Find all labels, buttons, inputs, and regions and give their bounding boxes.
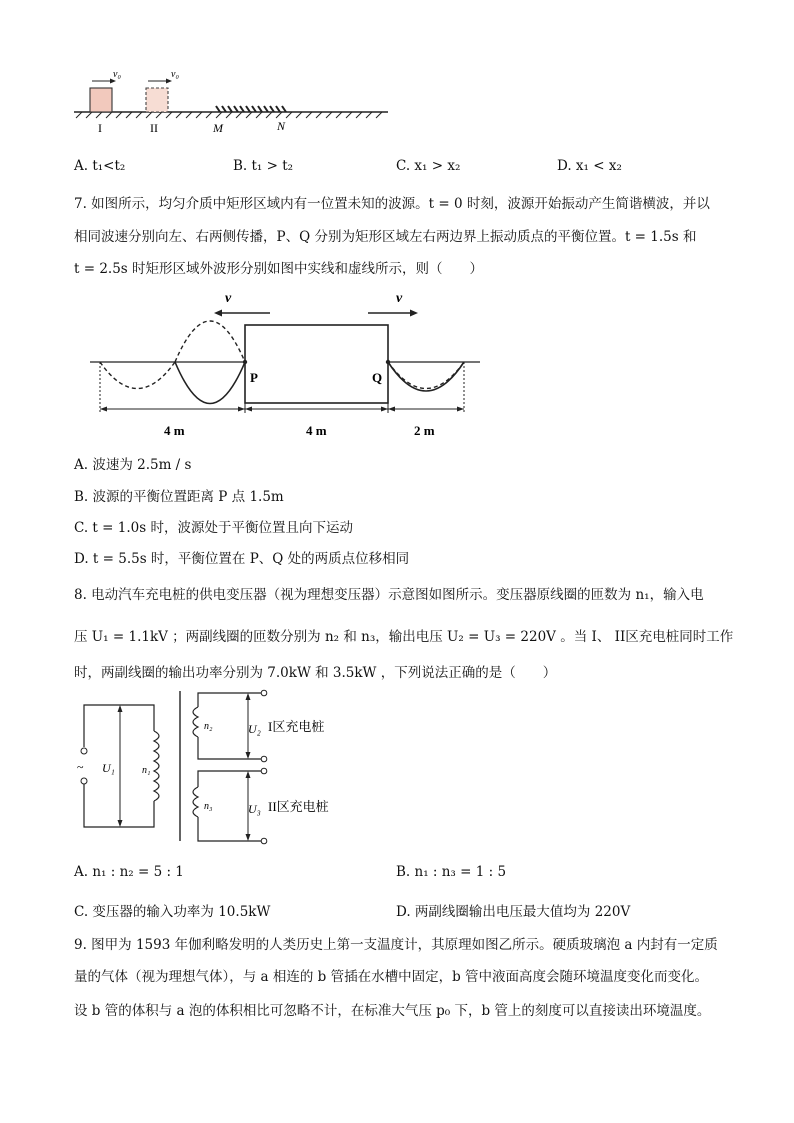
q8-option-a: A. n₁ : n₂ = 5 : 1 [74, 864, 184, 880]
source-rectangle [245, 325, 388, 403]
label-I: I [98, 121, 102, 135]
q6-option-b: B. t₁ > t₂ [233, 158, 294, 174]
label-N: N [277, 119, 286, 133]
n3-label: n₃ [204, 801, 213, 812]
q7-option-a: A. 波速为 2.5m / s [74, 457, 192, 473]
q6-option-a: A. t₁<t₂ [74, 158, 126, 174]
n1-label: n₁ [142, 765, 151, 776]
q7-stem-line3: t = 2.5s 时矩形区域外波形分别如图中实线和虚线所示，则（ ） [74, 261, 484, 277]
q7-option-d: D. t = 5.5s 时，平衡位置在 P、Q 处的两质点位移相同 [74, 551, 410, 567]
secondary-coil-2 [193, 787, 198, 817]
q8-stem-line1: 8. 电动汽车充电桩的供电变压器（视为理想变压器）示意图如图所示。变压器原线圈的匝数为 n₁，输入电 [74, 587, 704, 603]
ac-symbol: ~ [77, 760, 84, 774]
q6-figure [60, 60, 400, 140]
secondary-coil-1 [193, 707, 198, 737]
label-II: II [150, 121, 158, 135]
primary-coil [154, 731, 159, 801]
q9-stem-line3: 设 b 管的体积与 a 泡的体积相比可忽略不计，在标准大气压 p₀ 下，b 管上的刻度可以直接读出环境温度。 [74, 1003, 711, 1019]
q7-stem-line1: 7. 如图所示，均匀介质中矩形区域内有一位置未知的波源。t = 0 时刻，波源开始振动产生简谐横波，并以 [74, 196, 710, 212]
U3-label: U₃ [248, 802, 261, 816]
v0-label-I: v₀ [113, 69, 121, 80]
block-I [90, 88, 112, 112]
q8-transformer-figure [72, 685, 372, 845]
U1-label: U₁ [102, 761, 115, 775]
ground-hatch [76, 112, 382, 118]
rough-segment [216, 106, 286, 112]
left-dashed-trough [100, 362, 175, 389]
q7-stem-line2: 相同波速分别向左、右两侧传播，P、Q 分别为矩形区域左右两边界上振动质点的平衡位置。t = 1.5s 和 [74, 229, 697, 245]
q8-option-c: C. 变压器的输入功率为 10.5kW [74, 904, 271, 920]
q7-option-b: B. 波源的平衡位置距离 P 点 1.5m [74, 489, 284, 505]
label-P: P [250, 370, 258, 385]
U2-label: U₂ [248, 722, 261, 736]
terminal-top [81, 748, 87, 754]
q7-option-c: C. t = 1.0s 时，波源处于平衡位置且向下运动 [74, 520, 353, 536]
v-right-label: v [396, 291, 403, 306]
q8-option-d: D. 两副线圈输出电压最大值均为 220V [396, 904, 631, 920]
q8-stem-line3: 时，两副线圈的输出功率分别为 7.0kW 和 3.5kW ，下列说法正确的是（ ） [74, 665, 557, 681]
point-Q [386, 360, 390, 364]
left-dashed-crest [175, 321, 245, 362]
zone2-label: II区充电桩 [268, 799, 329, 814]
label-M: M [213, 121, 223, 135]
q8-option-b: B. n₁ : n₃ = 1 : 5 [396, 864, 507, 880]
dim-label-1: 4 m [164, 423, 185, 438]
q9-stem-line1: 9. 图甲为 1593 年伽利略发明的人类历史上第一支温度计，其原理如图乙所示。硬质玻璃泡 a 内封有一定质 [74, 937, 718, 953]
q8-stem-line2: 压 U₁ = 1.1kV ；两副线圈的匝数分别为 n₂ 和 n₃，输出电压 U₂ = U₃ = 220V 。当 I、 II区充电桩同时工作 [74, 629, 734, 645]
q9-stem-line2: 量的气体（视为理想气体），与 a 相连的 b 管插在水槽中固定，b 管中液面高度会随环境温度变化而变化。 [74, 969, 709, 985]
left-solid-trough [175, 362, 245, 404]
right-solid-trough [388, 362, 464, 391]
right-dashed-trough [388, 362, 464, 389]
n2-label: n₂ [204, 721, 213, 732]
arrow-left [214, 310, 222, 317]
dim-label-3: 2 m [414, 423, 435, 438]
v0-label-II: v₀ [171, 69, 179, 80]
q6-option-c: C. x₁ > x₂ [396, 158, 461, 174]
arrow-right [410, 310, 418, 317]
label-Q: Q [372, 370, 383, 385]
q6-option-d: D. x₁ < x₂ [557, 158, 622, 174]
q7-wave-figure [80, 285, 490, 445]
dim-label-2: 4 m [306, 423, 327, 438]
point-P [243, 360, 247, 364]
block-II [146, 88, 168, 112]
terminal-bottom [81, 778, 87, 784]
zone1-label: I区充电桩 [268, 719, 325, 734]
v-left-label: v [225, 291, 232, 306]
